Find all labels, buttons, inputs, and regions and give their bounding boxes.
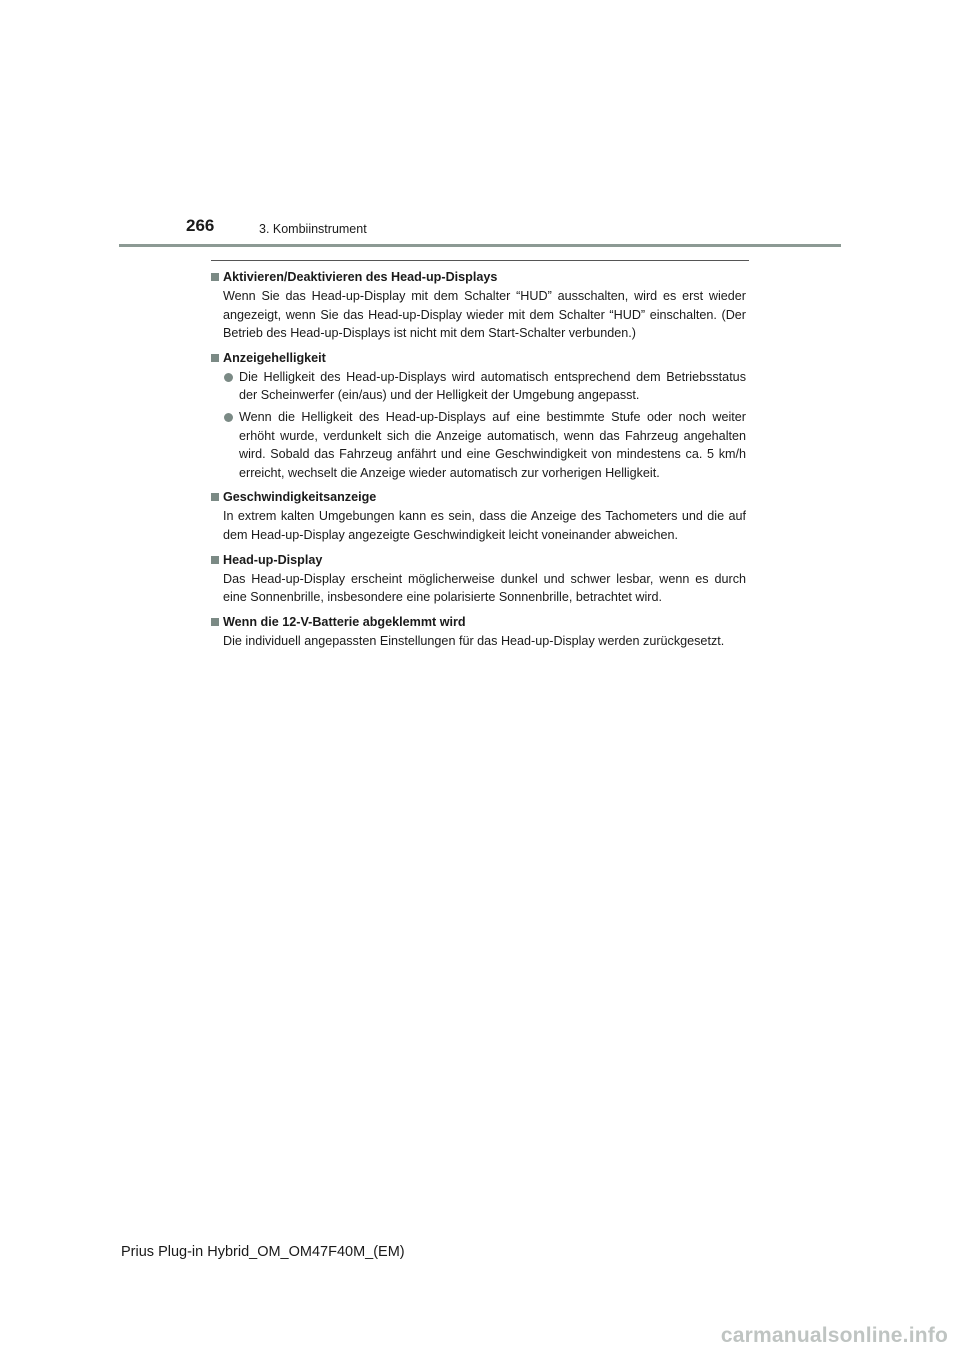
section-speed-display bbox=[211, 488, 746, 544]
page-number: 266 bbox=[186, 216, 215, 235]
section-title: Geschwindigkeitsanzeige bbox=[211, 488, 746, 507]
footer-model: Prius Plug-in Hybrid_OM_OM47F40M_(EM) bbox=[121, 1244, 405, 1260]
list-item: Die Helligkeit des Head-up-Displays wird automatisch entsprechend dem Betriebsstatus der Scheinwerfer (ein/aus) und der Helligkeit der Umgebung angepasst. bbox=[211, 368, 746, 405]
section-hud-toggle bbox=[211, 268, 746, 343]
content-body bbox=[211, 268, 746, 656]
section-battery-disconnect bbox=[211, 613, 746, 651]
chapter-title: 3. Kombiinstrument bbox=[259, 222, 367, 236]
circle-bullet-icon bbox=[224, 373, 233, 382]
section-text: Das Head-up-Display erscheint möglicherweise dunkel und schwer lesbar, wenn es durch eine Sonnenbrille, insbesondere eine polarisierte Sonnenbrille, betrachtet wird. bbox=[223, 571, 746, 605]
circle-bullet-icon bbox=[224, 413, 233, 422]
square-bullet-icon bbox=[211, 354, 219, 362]
section-brightness bbox=[211, 349, 746, 483]
section-title: Wenn die 12-V-Batterie abgeklemmt wird bbox=[211, 613, 746, 632]
section-title: Anzeigehelligkeit bbox=[211, 349, 746, 368]
content-rule bbox=[211, 260, 749, 261]
square-bullet-icon bbox=[211, 273, 219, 281]
square-bullet-icon bbox=[211, 618, 219, 626]
section-text: In extrem kalten Umgebungen kann es sein, dass die Anzeige des Tachometers und die auf dem Head-up-Display angezeigte Geschwindigkeit leicht voneinander abweichen. bbox=[223, 509, 746, 542]
section-head-up-display bbox=[211, 551, 746, 607]
list-item: Wenn die Helligkeit des Head-up-Displays auf eine bestimmte Stufe oder noch weiter erhöht wurde, verdunkelt sich die Anzeige automatisch, wenn das Fahrzeug angehalten wird. Sobald das Fahrzeug anfährt und eine Geschwindigkeit von mindestens ca. 5 km/h erreicht, wechselt die Anzeige wieder automatisch zur vorherigen Helligkeit. bbox=[211, 408, 746, 482]
section-title: Aktivieren/Deaktivieren des Head-up-Displays bbox=[211, 268, 746, 287]
watermark: carmanualsonline.info bbox=[720, 1324, 948, 1347]
square-bullet-icon bbox=[211, 556, 219, 564]
section-title: Head-up-Display bbox=[211, 551, 746, 570]
square-bullet-icon bbox=[211, 493, 219, 501]
section-text: Die individuell angepassten Einstellungen für das Head-up-Display werden zurückgesetzt. bbox=[223, 633, 725, 648]
section-text: Wenn Sie das Head-up-Display mit dem Schalter “HUD” ausschalten, wird es erst wieder angezeigt, wenn Sie das Head-up-Display wieder mit dem Schalter “HUD” einschalten. (Der Betrieb des Head-up-Displays ist nicht mit dem Start-Schalter verbunden.) bbox=[223, 289, 746, 341]
header-rule bbox=[119, 244, 841, 247]
